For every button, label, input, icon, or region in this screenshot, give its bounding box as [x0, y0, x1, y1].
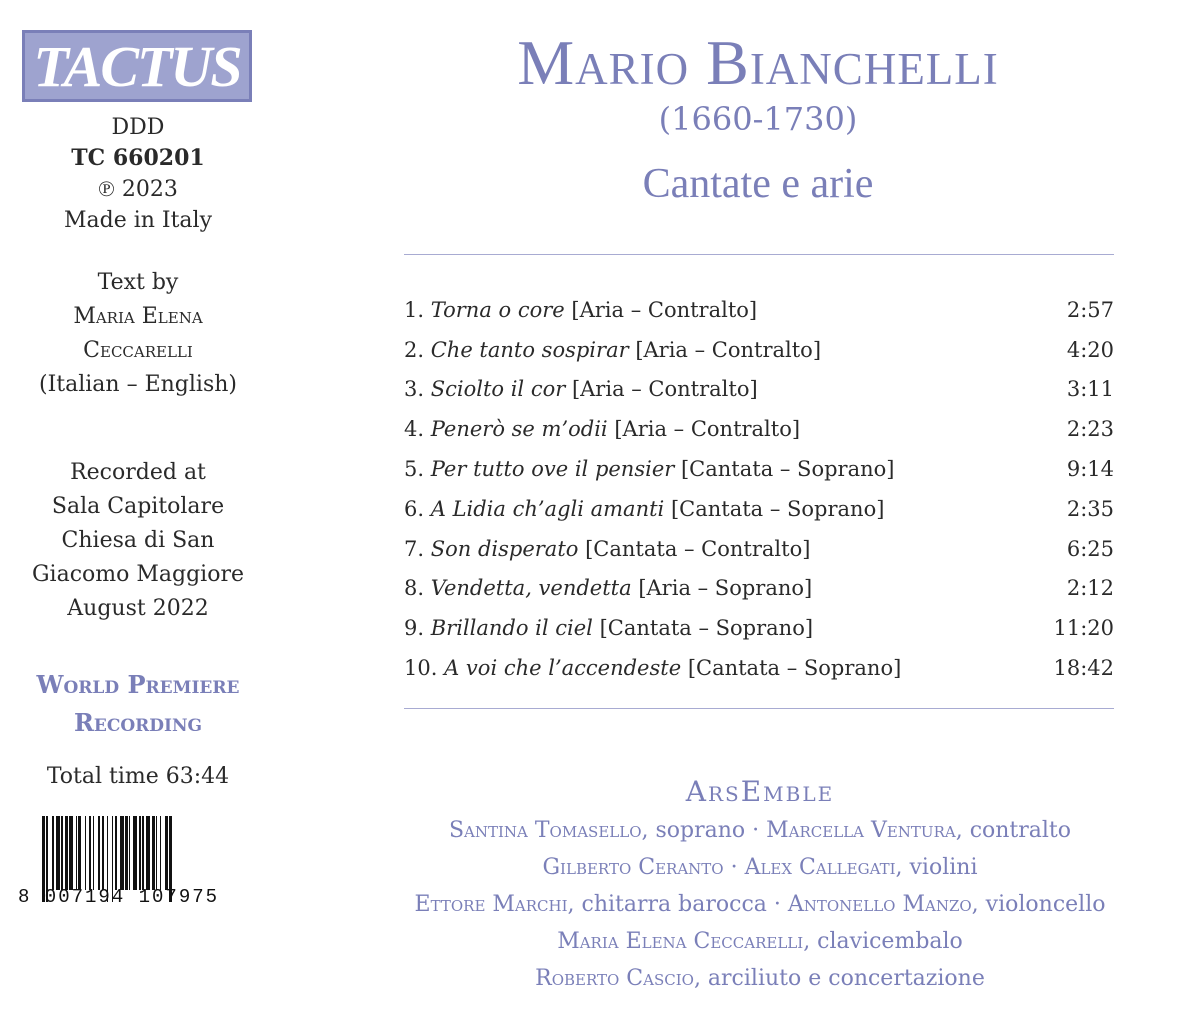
logo-text: TACTUS: [33, 33, 241, 99]
track-number: 3.: [404, 377, 425, 402]
track-row: [404, 529, 1114, 569]
track-duration: 2:57: [1066, 297, 1114, 322]
track-number: 4.: [404, 417, 425, 442]
performer-role: , soprano ·: [641, 818, 767, 843]
credit-line-4: [360, 923, 1160, 960]
track-number: 9.: [404, 616, 425, 641]
credit-line-2: [360, 849, 1160, 886]
track-info: [404, 298, 757, 322]
tactus-logo: [22, 30, 252, 102]
made-in: Made in Italy: [63, 208, 213, 233]
track-info: [404, 457, 894, 481]
performer-name: Alex Callegati: [744, 855, 896, 880]
performer-role: , clavicembalo: [803, 929, 963, 954]
performer-role: , violoncello: [971, 892, 1106, 917]
track-duration: 3:11: [1066, 377, 1114, 402]
premiere-line-1: World Premiere: [36, 670, 240, 699]
performer-role: , contralto: [955, 818, 1072, 843]
track-number: 5.: [404, 457, 425, 482]
track-row: [404, 370, 1114, 410]
barcode-bars: [42, 816, 172, 890]
text-by-label: Text by: [97, 270, 179, 295]
track-info: [404, 497, 884, 521]
track-duration: 4:20: [1066, 337, 1114, 362]
separator: ·: [723, 855, 745, 880]
track-title: Brillando il ciel: [430, 616, 593, 641]
divider-top: [404, 254, 1114, 255]
track-info: [404, 417, 800, 441]
recorded-line-4: Giacomo Maggiore: [31, 562, 245, 587]
track-number: 8.: [404, 576, 425, 601]
track-info: [404, 537, 810, 561]
track-row: [404, 290, 1114, 330]
track-duration: 18:42: [1053, 656, 1114, 681]
track-duration: 11:20: [1053, 616, 1114, 641]
text-author-last: Ceccarelli: [83, 338, 193, 363]
credit-line-5: [360, 960, 1160, 997]
credit-line-1: [360, 812, 1160, 849]
track-info: [404, 377, 758, 401]
performer-role: , violini: [895, 855, 978, 880]
performer-name: Ettore Marchi: [414, 892, 568, 917]
track-row: [404, 648, 1114, 688]
track-description: [Aria – Contralto]: [635, 337, 822, 362]
recorded-line-3: Chiesa di San: [61, 528, 215, 553]
track-title: Che tanto sospirar: [430, 337, 629, 362]
phonogram-year: ℗ 2023: [98, 177, 178, 202]
track-description: [Aria – Contralto]: [571, 377, 758, 402]
track-description: [Cantata – Soprano]: [599, 616, 814, 641]
left-column: [0, 0, 276, 1010]
recorded-line-1: Recorded at: [70, 460, 206, 485]
track-row: [404, 449, 1114, 489]
performer-role: , chitarra barocca ·: [567, 892, 788, 917]
performer-name: Marcella Ventura: [766, 818, 956, 843]
track-title: A voi che l’accendeste: [444, 656, 682, 681]
track-duration: 2:12: [1066, 576, 1114, 601]
track-row: [404, 409, 1114, 449]
performer-name: Maria Elena Ceccarelli: [557, 929, 804, 954]
track-number: 6.: [404, 496, 425, 521]
track-title: Penerò se m’odii: [430, 417, 608, 442]
track-number: 1.: [404, 297, 425, 322]
track-row: [404, 489, 1114, 529]
track-description: [Cantata – Soprano]: [687, 656, 902, 681]
label-info: [0, 112, 276, 236]
credit-line-3: [360, 886, 1160, 923]
track-title: Vendetta, vendetta: [430, 576, 632, 601]
track-info: [404, 656, 901, 680]
track-info: [404, 616, 813, 640]
track-title: Torna o core: [430, 297, 565, 322]
recording-info: [0, 456, 276, 626]
track-title: Per tutto ove il pensier: [430, 457, 675, 482]
performer-role: , arciliuto e concertazione: [693, 966, 985, 991]
composer-dates: (1660-1730): [658, 100, 858, 138]
catalog-number: TC 660201: [71, 145, 205, 171]
barcode-digits: 8 007194 107975: [18, 886, 220, 908]
track-title: A Lidia ch’agli amanti: [430, 496, 665, 521]
performer-name: Roberto Cascio: [535, 966, 694, 991]
track-row: [404, 330, 1114, 370]
track-row: [404, 608, 1114, 648]
ensemble-credits: [360, 772, 1160, 997]
track-title: Son disperato: [430, 536, 579, 561]
track-info: [404, 576, 812, 600]
track-duration: 6:25: [1066, 536, 1114, 561]
track-description: [Aria – Contralto]: [614, 417, 801, 442]
world-premiere-badge: [0, 666, 276, 742]
composer-name: Mario Bianchelli: [517, 27, 999, 98]
recorded-line-2: Sala Capitolare: [51, 494, 225, 519]
barcode: [18, 816, 240, 908]
track-number: 2.: [404, 337, 425, 362]
track-duration: 9:14: [1066, 457, 1114, 482]
track-description: [Aria – Contralto]: [571, 297, 758, 322]
track-description: [Aria – Soprano]: [638, 576, 813, 601]
track-info: [404, 338, 821, 362]
text-credit: [0, 266, 276, 402]
track-duration: 2:35: [1066, 496, 1114, 521]
track-duration: 2:23: [1066, 417, 1114, 442]
track-description: [Cantata – Soprano]: [670, 496, 885, 521]
track-number: 7.: [404, 536, 425, 561]
track-title: Sciolto il cor: [430, 377, 566, 402]
performer-name: Antonello Manzo: [787, 892, 972, 917]
track-list: [404, 290, 1114, 688]
track-row: [404, 569, 1114, 609]
performer-name: Santina Tomasello: [448, 818, 642, 843]
recorded-line-5: August 2022: [67, 596, 209, 621]
text-author-first: Maria Elena: [73, 304, 203, 329]
total-time: Total time 63:44: [46, 764, 230, 789]
ensemble-name: ArsEmble: [685, 775, 835, 808]
track-description: [Cantata – Soprano]: [680, 457, 895, 482]
album-title: Cantate e arie: [642, 161, 874, 207]
track-number: 10.: [404, 656, 438, 681]
divider-bottom: [404, 708, 1114, 709]
ddd-text: DDD: [111, 115, 165, 140]
performer-name: Gilberto Ceranto: [542, 855, 724, 880]
premiere-line-2: Recording: [73, 708, 203, 737]
track-description: [Cantata – Contralto]: [585, 536, 811, 561]
text-languages: (Italian – English): [39, 372, 237, 397]
